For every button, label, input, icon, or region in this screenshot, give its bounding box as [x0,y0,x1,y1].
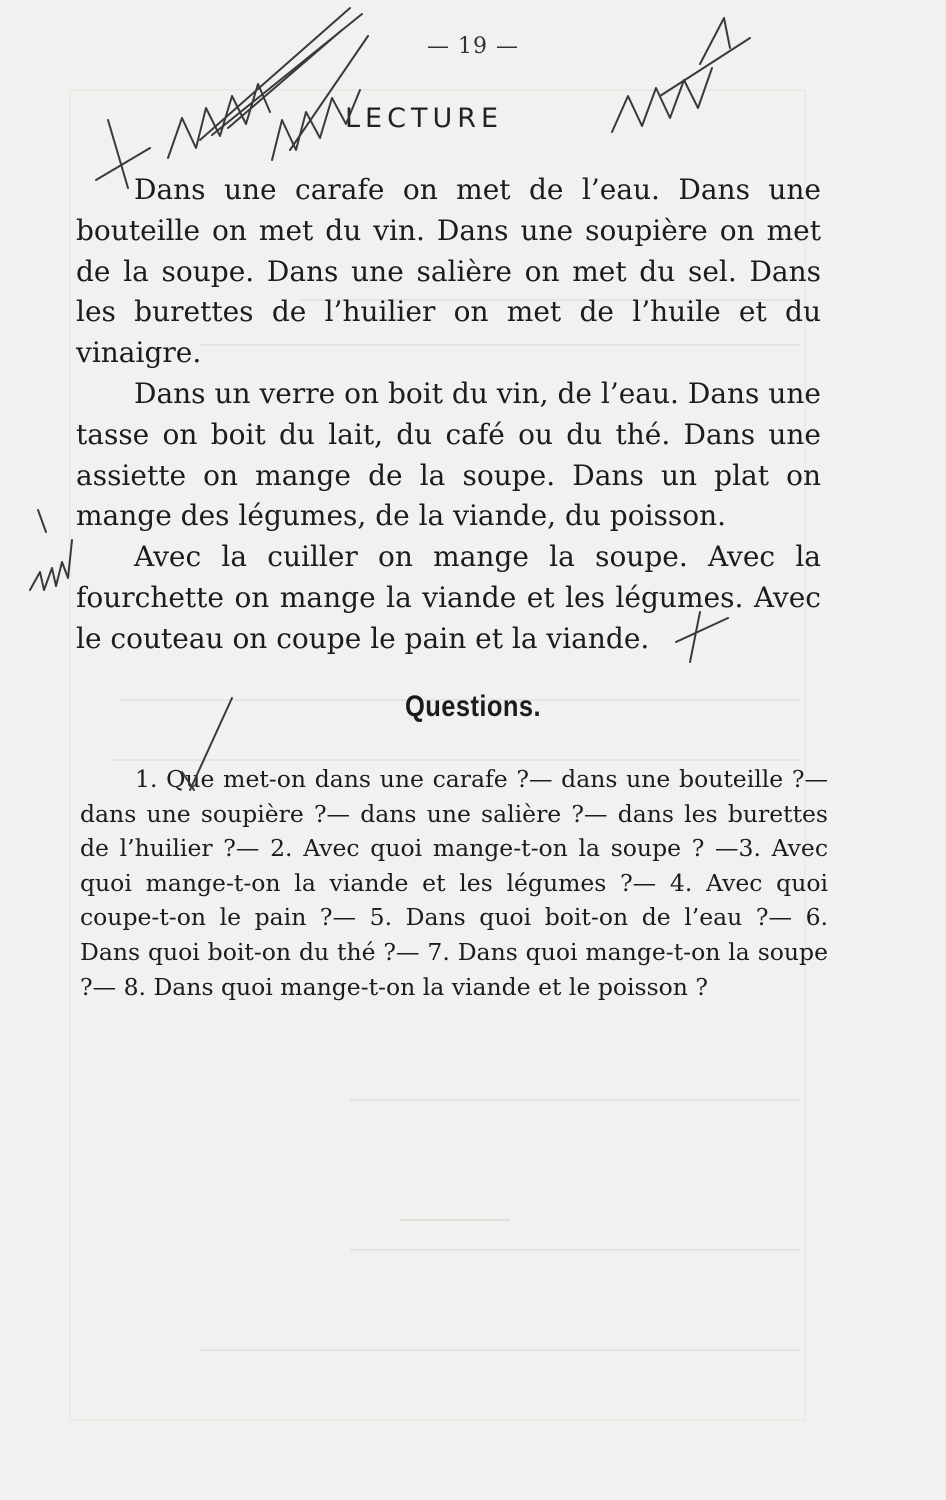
section-title: LECTURE [345,103,504,134]
reading-paragraph: Dans une carafe on met de l’eau. Dans une bouteille on met du vin. Dans une soupière on met de la soupe. Dans une salière on met du sel. Dans les burettes de l’huilier on met de l’huile et du vinaigre. [76,173,821,370]
questions-heading: Questions. [404,690,542,723]
page-number: — 19 — [427,34,519,59]
questions-text: 1. Que met-on dans une carafe ?— dans une bouteille ?— dans une soupière ?— dans une salière ?— dans les burettes de l’huilier ?— 2. Avec quoi mange-t-on la soupe ? —3. Avec quoi mange-t-on la viande et les légumes ?— 4. Avec quoi coupe-t-on le pain ?— 5. Dans quoi boit-on de l’eau ?— 6. Dans quoi boit-on du thé ?— 7. Dans quoi mange-t-on la soupe ?— 8. Dans quoi mange-t-on la viande et le poisson ? [80,765,828,1001]
reading-paragraph: Dans un verre on boit du vin, de l’eau. Dans une tasse on boit du lait, du café ou du thé. Dans une assiette on mange de la soupe. Dans un plat on mange des légumes, de la viande, du poisson. [76,376,821,533]
reading-text [76,170,821,660]
handwritten-pencil-scribble-icon [30,510,72,590]
handwritten-pencil-scribble-icon [168,8,368,160]
reading-paragraph: Avec la cuiller on mange la soupe. Avec la fourchette on mange la viande et les légumes. Avec le couteau on coupe le pain et la viande. [76,540,821,655]
